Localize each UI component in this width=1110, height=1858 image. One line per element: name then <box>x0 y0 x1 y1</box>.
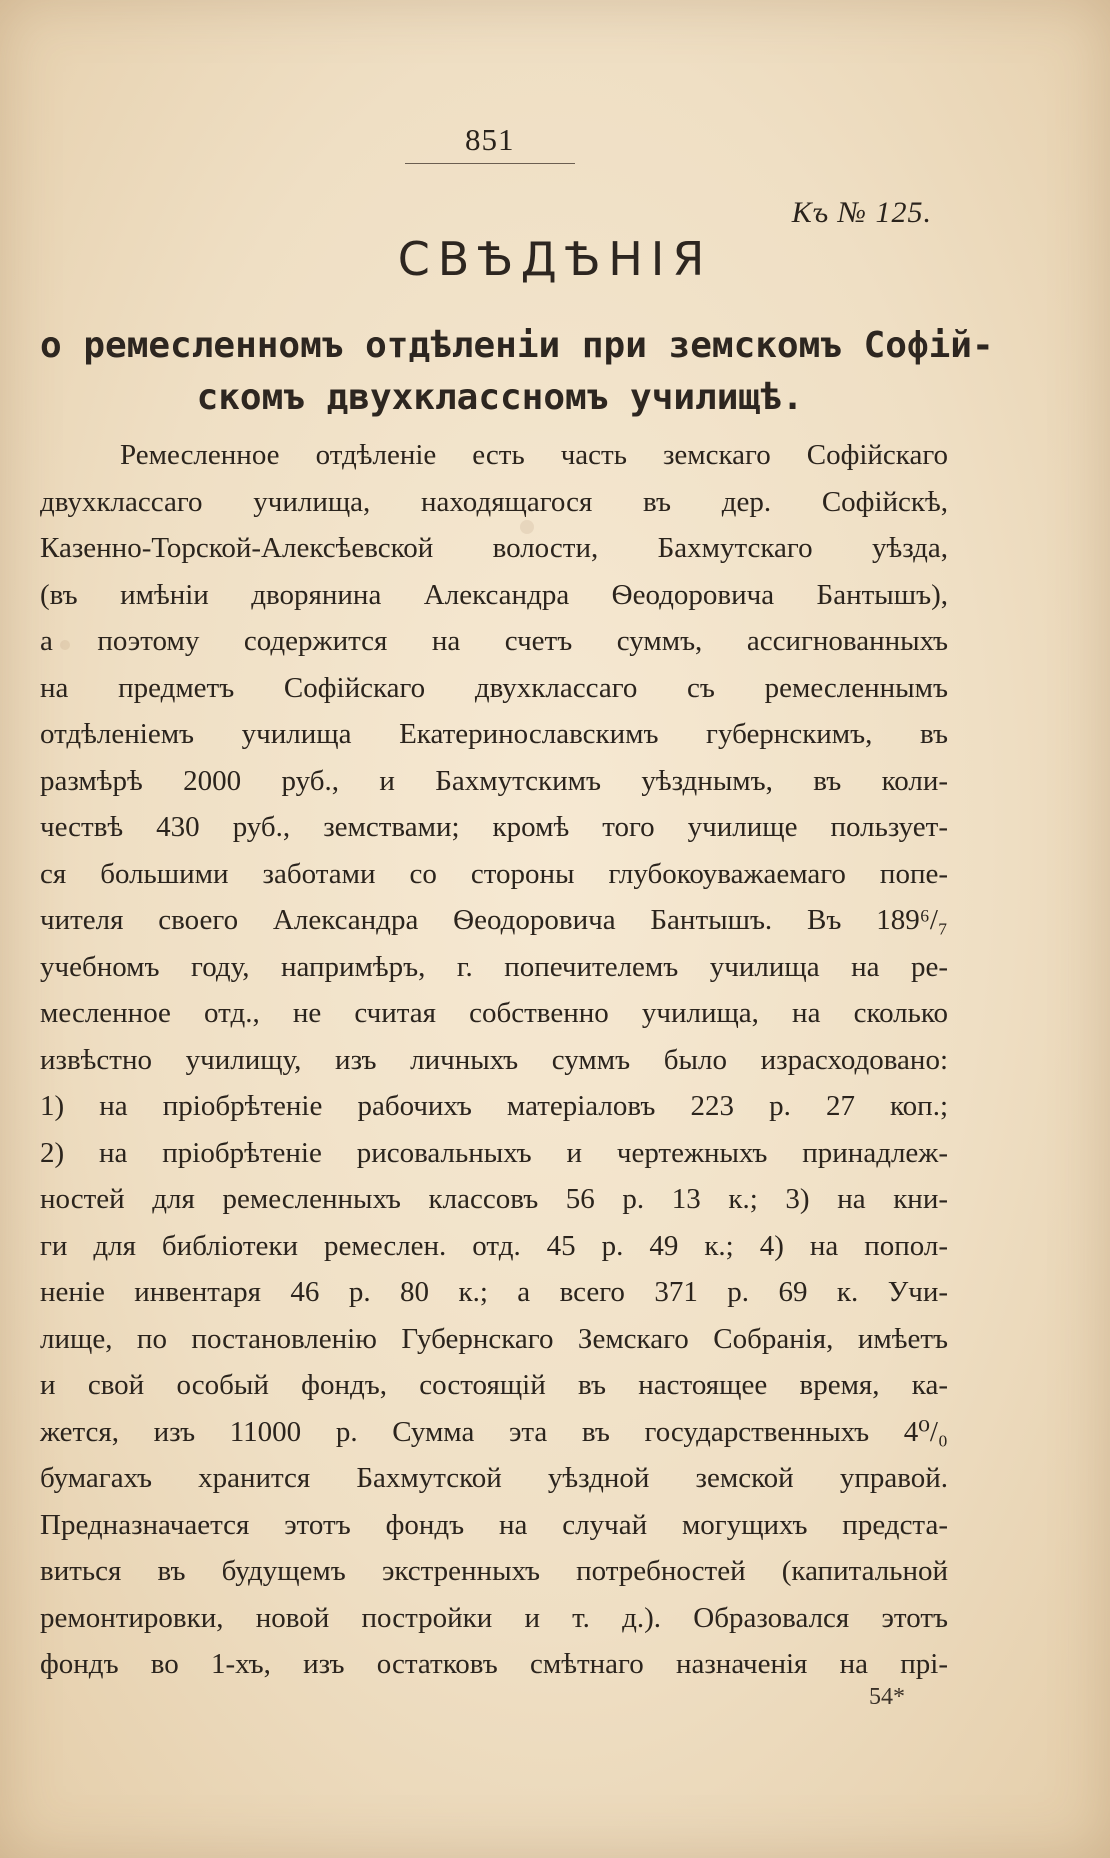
subtitle-line: скомъ двухклассномъ училищѣ. <box>196 377 804 418</box>
body-line: Ремесленное отдѣленіе есть часть земскаго Софійскаго <box>120 439 948 471</box>
body-line: Предназначается этотъ фондъ на случай могущихъ предста- <box>40 1508 948 1541</box>
page-number-rule <box>405 163 575 164</box>
signature-mark: 54* <box>869 1684 905 1710</box>
body-line: месленное отд., не считая собственно училища, на сколько <box>40 997 948 1029</box>
body-line: отдѣленіемъ училища Екатеринославскимъ губернскимъ, въ <box>40 718 948 750</box>
body-line: ги для библіотеки ремеслен. отд. 45 р. 49 к.; 4) на попол- <box>40 1229 948 1262</box>
body-line: лище, по постановленію Губернскаго Земскаго Собранія, имѣетъ <box>40 1322 948 1355</box>
body-line: Казенно-Торской-Алексѣевской волости, Бахмутскаго уѣзда, <box>40 532 948 564</box>
body-line: извѣстно училищу, изъ личныхъ суммъ было израсходовано: <box>40 1043 948 1076</box>
body-line: на предметъ Софійскаго двухклассаго съ ремесленнымъ <box>40 671 948 704</box>
body-line: 1) на пріобрѣтеніе рабочихъ матеріаловъ 223 р. 27 коп.; <box>40 1090 948 1122</box>
subtitle-line: о ремесленномъ отдѣленіи при земскомъ Софій- <box>40 325 994 366</box>
document-subtitle <box>40 320 994 424</box>
body-line: ремонтировки, новой постройки и т. д.). Образовался этотъ <box>40 1601 948 1634</box>
body-line: ся большими заботами со стороны глубокоуважаемаго попе- <box>40 857 948 890</box>
body-line: двухклассаго училища, находящагося въ дер. Софійскѣ, <box>40 485 948 518</box>
body-line: и свой особый фондъ, состоящій въ настоящее время, ка- <box>40 1369 948 1401</box>
body-line: а поэтому содержится на счетъ суммъ, ассигнованныхъ <box>40 625 948 657</box>
body-line: виться въ будущемъ экстренныхъ потребностей (капитальной <box>40 1555 948 1587</box>
body-line: ностей для ремесленныхъ классовъ 56 р. 13 к.; 3) на кни- <box>40 1183 948 1215</box>
reference-label: Къ № 125. <box>791 196 932 229</box>
document-title: СВѢДѢНІЯ <box>397 232 713 286</box>
body-line: жется, изъ 11000 р. Сумма эта въ государственныхъ 4⁰/₀ <box>40 1415 948 1448</box>
body-line: размѣрѣ 2000 руб., и Бахмутскимъ уѣзднымъ, въ коли- <box>40 764 948 797</box>
body-line: неніе инвентаря 46 р. 80 к.; а всего 371 р. 69 к. Учи- <box>40 1276 948 1308</box>
body-line: (въ имѣніи дворянина Александра Ѳеодоровича Бантышъ), <box>40 578 948 611</box>
body-line: фондъ во 1-хъ, изъ остатковъ смѣтнаго назначенія на прі- <box>40 1648 948 1680</box>
body-line: чествѣ 430 руб., земствами; кромѣ того училище пользует- <box>40 811 948 843</box>
body-line: учебномъ году, напримѣръ, г. попечителемъ училища на ре- <box>40 950 948 983</box>
body-line: бумагахъ хранится Бахмутской уѣздной земской управой. <box>40 1462 948 1494</box>
page-number: 851 <box>465 122 515 157</box>
body-line: чителя своего Александра Ѳеодоровича Бантышъ. Въ 189⁶/₇ <box>40 904 948 936</box>
body-line: 2) на пріобрѣтеніе рисовальныхъ и чертежныхъ принадлеж- <box>40 1136 948 1169</box>
body-text <box>40 432 948 1688</box>
